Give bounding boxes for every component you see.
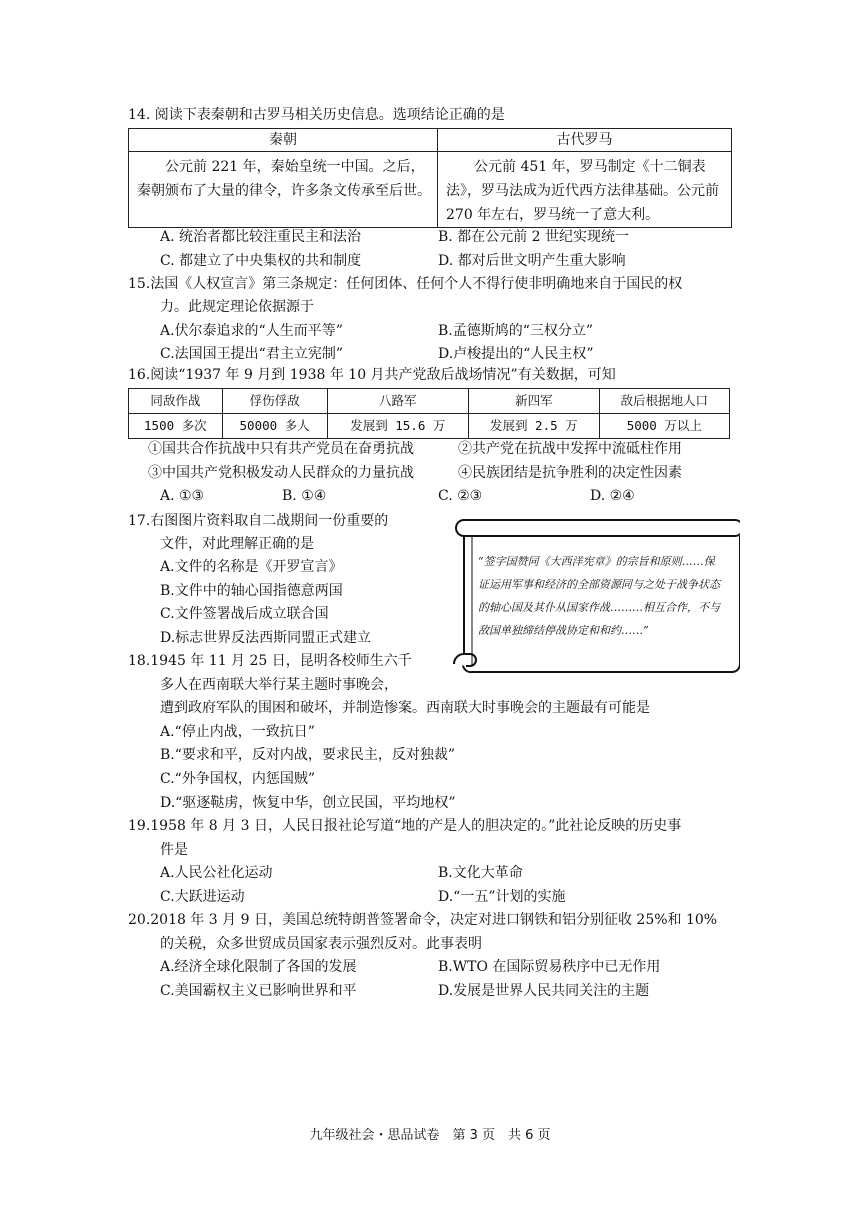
q19-line1: 19.1958 年 8 月 3 日，人民日报社论写道“地的产是人的胆决定的。”此社论反映的历史事 — [128, 818, 682, 834]
q15-line1: 15.法国《人权宣言》第三条规定：任何团体、任何个人不得行使非明确地来自于国民的权 — [128, 276, 683, 292]
q16-stem: 16.阅读“1937 年 9 月到 1938 年 10 月共产党敌后战场情况”有关数据，可知 — [128, 367, 616, 383]
q14-header-rome: 古代罗马 — [438, 129, 732, 152]
q16-value: 发展到 15.6 万 — [327, 414, 469, 439]
q18-line1: 18.1945 年 11 月 25 日，昆明各校师生六千 — [128, 653, 412, 669]
q16-header: 新四军 — [469, 389, 600, 414]
page-footer: 九年级社会・思品试卷 第 3 页 共 6 页 — [309, 1128, 551, 1143]
q16-value: 1500 多次 — [129, 414, 223, 439]
q19-option-c: C.大跃进运动 — [160, 889, 245, 905]
q18-line2: 多人在西南联大举行某主题时事晚会， — [160, 677, 398, 693]
q19-line2: 件是 — [160, 842, 188, 858]
q16-header: 同敌作战 — [129, 389, 223, 414]
q16-value: 5000 万以上 — [599, 414, 729, 439]
q16-statement-3: ③中国共产党积极发动人民群众的力量抗战 — [148, 465, 414, 481]
q18-option-c: C.“外争国权，内惩国贼” — [160, 771, 315, 787]
q20-line2: 的关税，众多世贸成员国家表示强烈反对。此事表明 — [160, 936, 482, 952]
q19-option-a: A.人民公社化运动 — [160, 865, 273, 881]
q15-option-b: B.孟德斯鸠的“三权分立” — [438, 323, 594, 339]
q19-option-b: B.文化大革命 — [438, 865, 523, 881]
q15-option-c: C.法国国王提出“君主立宪制” — [160, 346, 343, 362]
q17-option-a: A.文件的名称是《开罗宣言》 — [160, 559, 343, 575]
q16-statement-4: ④民族团结是抗争胜利的决定性因素 — [458, 465, 682, 481]
q17-option-b: B.文件中的轴心国指德意两国 — [160, 583, 343, 599]
q17-line2: 文件，对此理解正确的是 — [160, 536, 314, 552]
q18-option-b: B.“要求和平，反对内战，要求民主，反对独裁” — [160, 747, 456, 763]
q16-value: 50000 多人 — [222, 414, 327, 439]
q18-option-a: A.“停止内战，一致抗日” — [160, 724, 315, 740]
q16-statement-1: ①国共合作抗战中只有共产党员在奋勇抗战 — [148, 441, 414, 457]
q19-option-d: D.“一五”计划的实施 — [438, 889, 566, 905]
q14-cell-qin: 公元前 221 年，秦始皇统一中国。之后，秦朝颁布了大量的律令，许多条文传承至后世。 — [129, 152, 438, 228]
q14-option-d: D. 都对后世文明产生重大影响 — [438, 253, 626, 269]
q20-option-c: C.美国霸权主义已影响世界和平 — [160, 983, 357, 999]
q14-stem: 14. 阅读下表秦朝和古罗马相关历史信息。选项结论正确的是 — [128, 107, 505, 123]
q20-option-b: B.WTO 在国际贸易秩序中已无作用 — [438, 959, 661, 975]
q16-header: 敌后根据地人口 — [599, 389, 729, 414]
q14-header-qin: 秦朝 — [129, 129, 438, 152]
q16-header: 八路军 — [327, 389, 469, 414]
charter-quote: “签字国赞同《大西洋宪章》的宗旨和原则……保证运用军事和经济的全部资源同与之处于战争状态的轴心国及其仆从国家作战………相互合作，不与敌国单独缔结停战协定和和约……” — [478, 555, 720, 637]
q15-option-d: D.卢梭提出的“人民主权” — [438, 346, 594, 362]
q14-option-c: C. 都建立了中央集权的共和制度 — [160, 253, 362, 269]
q14-option-b: B. 都在公元前 2 世纪实现统一 — [438, 229, 629, 245]
q17-line1: 17.右图图片资料取自二战期间一份重要的 — [128, 513, 389, 529]
q14-option-a: A. 统治者都比较注重民主和法治 — [160, 229, 362, 245]
q16-value: 发展到 2.5 万 — [469, 414, 600, 439]
q16-option-b: B. ①④ — [282, 488, 327, 504]
q16-option-d: D. ②④ — [590, 488, 635, 504]
q16-statement-2: ②共产党在抗战中发挥中流砥柱作用 — [458, 441, 682, 457]
q18-option-d: D.“驱逐鞑虏，恢复中华，创立民国，平均地权” — [160, 795, 456, 811]
q15-line2: 力。此规定理论依据源于 — [160, 299, 314, 315]
q16-option-c: C. ②③ — [438, 488, 483, 504]
q16-table — [128, 388, 730, 439]
q17-option-d: D.标志世界反法西斯同盟正式建立 — [160, 630, 372, 646]
q18-line3: 遭到政府军队的围困和破坏，并制造惨案。西南联大时事晚会的主题最有可能是 — [160, 700, 650, 716]
q14-cell-rome: 公元前 451 年，罗马制定《十二铜表法》，罗马法成为近代西方法律基础。公元前 270 年左右，罗马统一了意大利。 — [438, 152, 732, 228]
q20-option-a: A.经济全球化限制了各国的发展 — [160, 959, 357, 975]
q16-option-a: A. ①③ — [160, 488, 205, 504]
q15-option-a: A.伏尔泰追求的“人生而平等” — [160, 323, 343, 339]
q16-header: 俘伤俘敌 — [222, 389, 327, 414]
q20-line1: 20.2018 年 3 月 9 日，美国总统特朗普签署命令，决定对进口钢铁和铝分别征收 25%和 10% — [128, 912, 718, 928]
q14-table — [128, 128, 732, 228]
q20-option-d: D.发展是世界人民共同关注的主题 — [438, 983, 650, 999]
q17-option-c: C.文件签署战后成立联合国 — [160, 606, 329, 622]
